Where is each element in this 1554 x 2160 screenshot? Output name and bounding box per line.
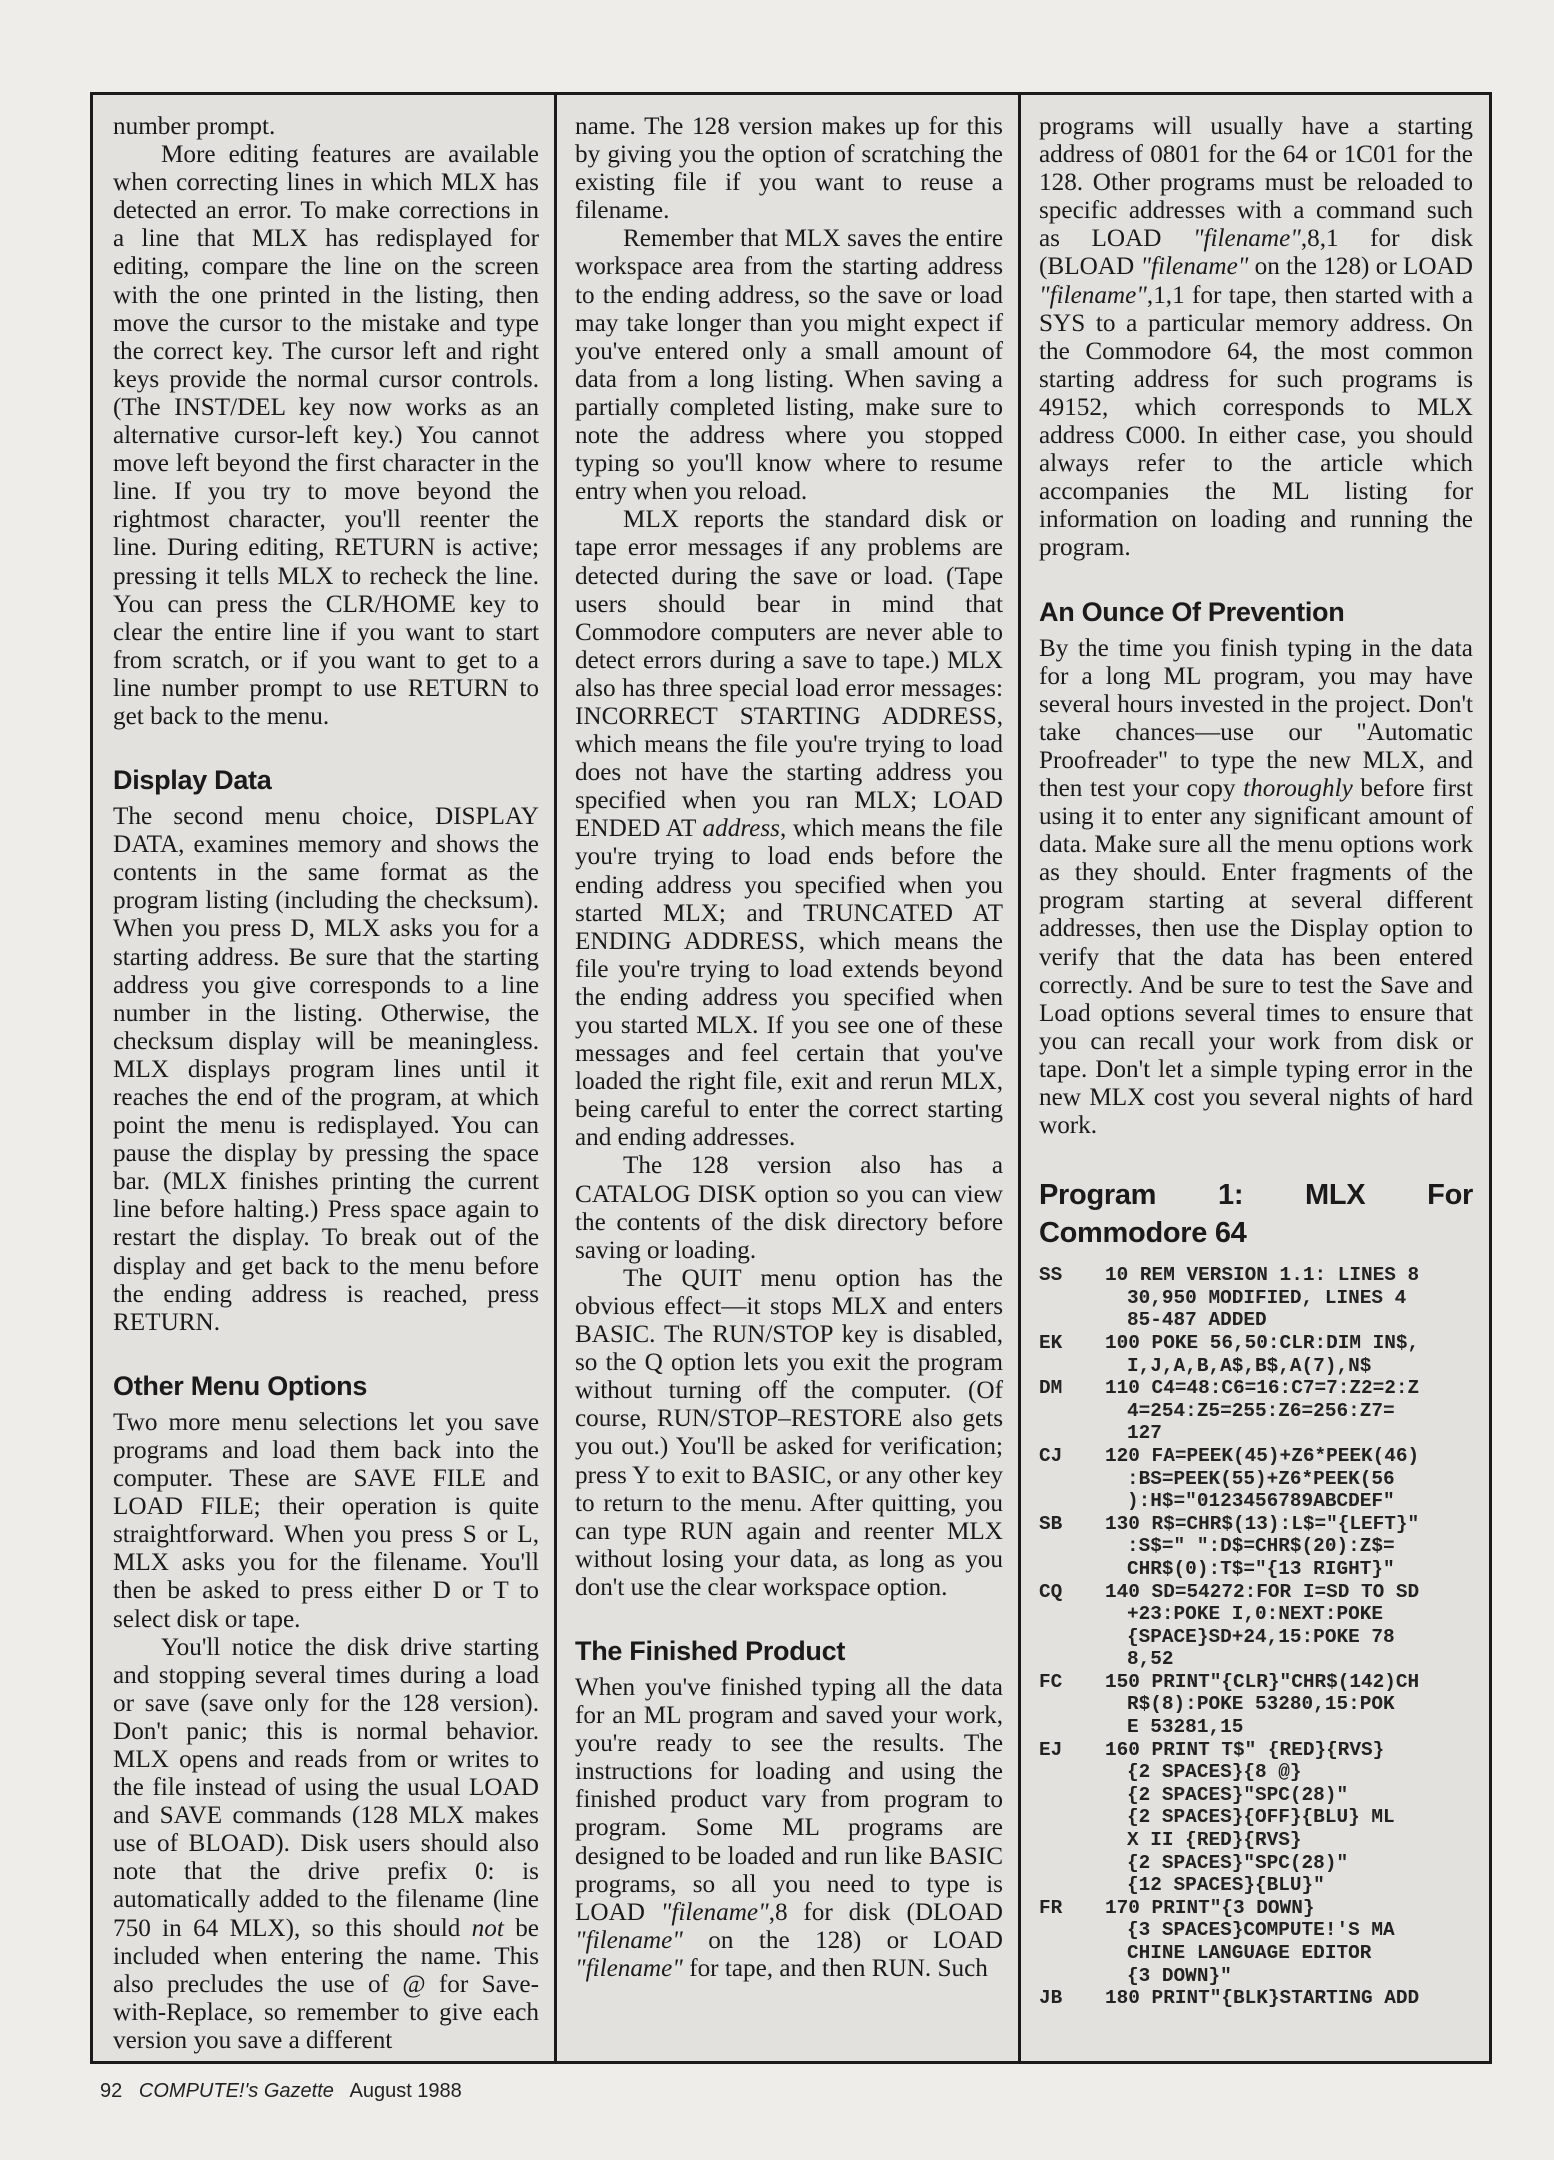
code-text — [1105, 1264, 1473, 1332]
code-line — [1039, 1445, 1473, 1513]
line-number: 120 — [1105, 1444, 1140, 1467]
program-heading: Program 1: MLX For Commodore 64 — [1039, 1179, 1474, 1250]
code-segment: CHR$(0):T$="{13 RIGHT}" — [1127, 1557, 1395, 1580]
section-heading: The Finished Product — [575, 1635, 846, 1666]
checksum-label: CQ — [1039, 1580, 1063, 1603]
code-segment: +23:POKE I,0:NEXT:POKE — [1127, 1603, 1383, 1626]
code-segment: {2 SPACES}{8 @} — [1127, 1761, 1302, 1784]
code-segment: 8,52 — [1127, 1648, 1174, 1671]
paragraph: MLX reports the standard disk or tape error messages if any problems are detected during the save or load. (Tape users should bear in mind that Commodore computers are never able to detect errors during a save to tape.) MLX also has three special load error messages: INCORRECT STARTING ADDRESS, which means the file you're trying to load does not have the starting address you specified when you ran MLX; LOAD ENDED AT address, which means the file you're trying to load ends before the ending address you specified when you started MLX; and TRUNCATED AT ENDING ADDRESS, which means the file you're trying to load extends beyond the ending address you specified when you started MLX. If you see one of these messages and feel certain that you've loaded the right file, exit and rerun MLX, being careful to enter the correct starting and ending addresses. — [575, 506, 1003, 1152]
checksum-label: EK — [1039, 1331, 1063, 1354]
line-number: 170 — [1105, 1896, 1140, 1919]
code-segment: FA=PEEK(45)+Z6*PEEK(46) — [1139, 1444, 1420, 1467]
paragraph: programs will usually have a starting address of 0801 for the 64 or 1C01 for the 128. Other programs must be reloaded to specific addresses with a command such as LOAD "filename",8,1 for disk (BLOAD "filename" on the 128) or LOAD "filename",1,1 for tape, then started with a SYS to a particular memory address. On the Commodore 64, the most common starting address for such programs is 49152, which corresponds to MLX address C000. In either case, you should always refer to the article which accompanies the ML listing for information on loading and running the program. — [1039, 113, 1473, 562]
line-number: 140 — [1105, 1580, 1140, 1603]
code-segment: 85-487 ADDED — [1127, 1309, 1267, 1332]
code-text — [1105, 1987, 1473, 2010]
paragraph: name. The 128 version makes up for this by giving you the option of scratching the existing file if you want to reuse a filename. — [575, 113, 1003, 225]
paragraph: The 128 version also has a CATALOG DISK option so you can view the contents of the disk directory before saving or loading. — [575, 1152, 1003, 1264]
code-segment: {2 SPACES}{OFF}{BLU} ML — [1127, 1806, 1395, 1829]
code-segment: E 53281,15 — [1127, 1716, 1244, 1739]
code-text — [1105, 1739, 1473, 1897]
code-text — [1105, 1671, 1473, 1739]
code-segment: CHINE LANGUAGE EDITOR — [1127, 1942, 1372, 1964]
code-segment: 30,950 MODIFIED, LINES 4 — [1127, 1286, 1407, 1309]
paragraph: You'll notice the disk drive starting and stopping several times during a load or save (save only for the 128 version). Don't panic; this is normal behavior. MLX opens and reads from or writes to the file instead of using the usual LOAD and SAVE commands (128 MLX makes use of BLOAD). Disk users should also note that the drive prefix 0: is automatically added to the filename (line 750 in 64 MLX), so this should not be included when entering the name. This also precludes the use of @ for Save-with-Replace, so remember to give each version you save a different — [113, 1633, 539, 2054]
section-heading: Other Menu Options — [113, 1370, 368, 1401]
section-heading: An Ounce Of Prevention — [1039, 596, 1345, 627]
code-text — [1105, 1581, 1473, 1671]
checksum-label: FC — [1039, 1670, 1063, 1693]
code-line — [1039, 1332, 1473, 1377]
code-segment: I,J,A,B,A$,B$,A(7),N$ — [1127, 1354, 1372, 1377]
line-number: 160 — [1105, 1738, 1140, 1761]
code-segment: PRINT"{CLR}"CHR$(142)CH — [1139, 1670, 1420, 1693]
checksum-label: CJ — [1039, 1444, 1063, 1467]
checksum-label: SB — [1039, 1512, 1063, 1535]
line-number: 110 — [1105, 1377, 1140, 1400]
code-segment: REM VERSION 1.1: LINES 8 — [1128, 1264, 1420, 1287]
code-line — [1039, 1377, 1473, 1445]
column-3 — [1023, 113, 1489, 2055]
code-segment: PRINT"{3 DOWN} — [1139, 1896, 1315, 1919]
checksum-label: JB — [1039, 1987, 1063, 2010]
program-listing — [1039, 1264, 1473, 2010]
code-line — [1039, 1581, 1473, 1671]
magazine-name: COMPUTE!'s Gazette — [138, 2080, 334, 2102]
paragraph: Two more menu selections let you save programs and load them back into the computer. These are SAVE FILE and LOAD FILE; their operation is quite straightforward. When you press S or L, MLX asks you for the filename. You'll then be asked to press either D or T to select disk or tape. — [113, 1408, 539, 1633]
page-number: 92 — [100, 2080, 123, 2102]
issue-date: August 1988 — [349, 2080, 462, 2102]
code-line — [1039, 1671, 1473, 1739]
paragraph: The QUIT menu option has the obvious effect—it stops MLX and enters BASIC. The RUN/STOP key is disabled, so the Q option lets you exit the program without turning off the computer. (Of course, RUN/STOP–RESTORE also gets you out.) You'll be asked for verification; press Y to exit to BASIC, or any other key to return to the menu. After quitting, you can type RUN again and reenter MLX without losing your data, as long as you don't use the clear workspace option. — [575, 1264, 1003, 1601]
checksum-label: FR — [1039, 1896, 1063, 1919]
paragraph: The second menu choice, DISPLAY DATA, examines memory and shows the contents in the same format as the program listing (including the checksum). When you press D, MLX asks you for a starting address. Be sure that the starting address you give corresponds to a line number in the listing. Otherwise, the checksum display will be meaningless. MLX displays program lines until it reaches the end of the program, at which point the menu is redisplayed. You can pause the display by pressing the space bar. (MLX finishes printing the current line before halting.) Press space again to restart the display. To break out of the display and get back to the menu before the ending address is reached, press RETURN. — [113, 803, 539, 1336]
checksum-label: EJ — [1039, 1738, 1063, 1761]
code-segment: PRINT"{BLK}STARTING ADD — [1139, 1987, 1420, 2010]
code-segment: {12 SPACES}{BLU}" — [1127, 1874, 1325, 1897]
code-segment: 127 — [1127, 1422, 1162, 1445]
code-text — [1105, 1332, 1473, 1377]
code-segment: SD=54272:FOR I=SD TO SD — [1139, 1580, 1420, 1603]
paragraph: More editing features are available when correcting lines in which MLX has detected an error. To make corrections in a line that MLX has redisplayed for editing, compare the line on the screen with the one printed in the listing, then move the cursor to the mistake and type the correct key. The cursor left and right keys provide the normal cursor controls. (The INST/DEL key now works as an alternative cursor-left key.) You cannot move left beyond the first character in the line. If you try to move beyond the rightmost character, you'll reenter the line. During editing, RETURN is active; pressing it tells MLX to recheck the line. You can press the CLR/HOME key to clear the entire line if you want to start from scratch, or if you want to get to a line number prompt to use RETURN to get back to the menu. — [113, 141, 539, 730]
code-segment: C4=48:C6=16:C7=7:Z2=2:Z — [1139, 1377, 1420, 1400]
line-number: 180 — [1105, 1987, 1140, 2010]
code-line — [1039, 1513, 1473, 1581]
code-text — [1105, 1513, 1473, 1581]
paragraph: number prompt. — [113, 113, 276, 140]
code-segment: X II {RED}{RVS} — [1127, 1829, 1302, 1852]
code-line — [1039, 1264, 1473, 1332]
code-segment: {SPACE}SD+24,15:POKE 78 — [1127, 1625, 1395, 1648]
code-segment: ):H$="0123456789ABCDEF" — [1127, 1490, 1395, 1513]
code-segment: POKE 56,50:CLR:DIM IN$, — [1139, 1331, 1420, 1354]
code-segment: 4=254:Z5=255:Z6=256:Z7= — [1127, 1399, 1395, 1422]
code-segment: R$(8):POKE 53280,15:POK — [1127, 1693, 1395, 1716]
line-number: 10 — [1105, 1264, 1129, 1287]
code-segment: :BS=PEEK(55)+Z6*PEEK(56 — [1127, 1467, 1395, 1490]
code-segment: {3 SPACES}COMPUTE!'S MA — [1127, 1919, 1395, 1942]
code-line — [1039, 1897, 1473, 1987]
code-text — [1105, 1445, 1473, 1513]
code-text — [1105, 1897, 1473, 1987]
paragraph: Remember that MLX saves the entire workspace area from the starting address to the ending address, so the save or load may take longer than you might expect if you've entered only a small amount of data from a long listing. When saving a partially completed listing, make sure to note the address where you stopped typing so you'll know where to resume entry when you reload. — [575, 225, 1003, 506]
column-1 — [97, 113, 555, 2055]
checksum-label: SS — [1039, 1264, 1063, 1287]
code-segment: PRINT T$" {RED}{RVS} — [1139, 1738, 1385, 1761]
section-heading: Display Data — [113, 765, 272, 796]
paragraph: By the time you finish typing in the data for a long ML program, you may have several hours invested in the project. Don't take chances—use our "Automatic Proofreader" to type the new MLX, and then test your copy thoroughly before first using it to enter any significant amount of data. Make sure all the menu options work as they should. Enter fragments of the program starting at several different addresses, then use the Display option to verify that the data has been entered correctly. And be sure to test the Save and Load options several times to ensure that you can recall your work from disk or tape. Don't let a simple typing error in the new MLX cost you several nights of hard work. — [1039, 634, 1473, 1140]
code-segment: :S$=" ":D$=CHR$(20):Z$= — [1127, 1535, 1395, 1558]
paragraph: When you've finished typing all the data for an ML program and saved your work, you're ready to see the results. The instructions for loading and using the finished product vary from program to program. Some ML programs are designed to be loaded and run like BASIC programs, so all you need to type is LOAD "filename",8 for disk (DLOAD "filename" on the 128) or LOAD "filename" for tape, and then RUN. Such — [575, 1673, 1003, 1982]
code-segment: {3 DOWN}" — [1127, 1964, 1232, 1987]
code-segment: {2 SPACES}"SPC(28)" — [1127, 1783, 1349, 1806]
line-number: 100 — [1105, 1331, 1140, 1354]
code-segment: {2 SPACES}"SPC(28)" — [1127, 1851, 1349, 1874]
code-line — [1039, 1739, 1473, 1897]
code-text — [1105, 1377, 1473, 1445]
checksum-label: DM — [1039, 1377, 1063, 1400]
column-2 — [559, 113, 1019, 2055]
code-line — [1039, 1987, 1473, 2010]
page-footer — [100, 2080, 462, 2103]
line-number: 150 — [1105, 1670, 1140, 1693]
code-segment: R$=CHR$(13):L$="{LEFT}" — [1139, 1512, 1420, 1535]
page-frame — [90, 92, 1492, 2064]
line-number: 130 — [1105, 1512, 1140, 1535]
